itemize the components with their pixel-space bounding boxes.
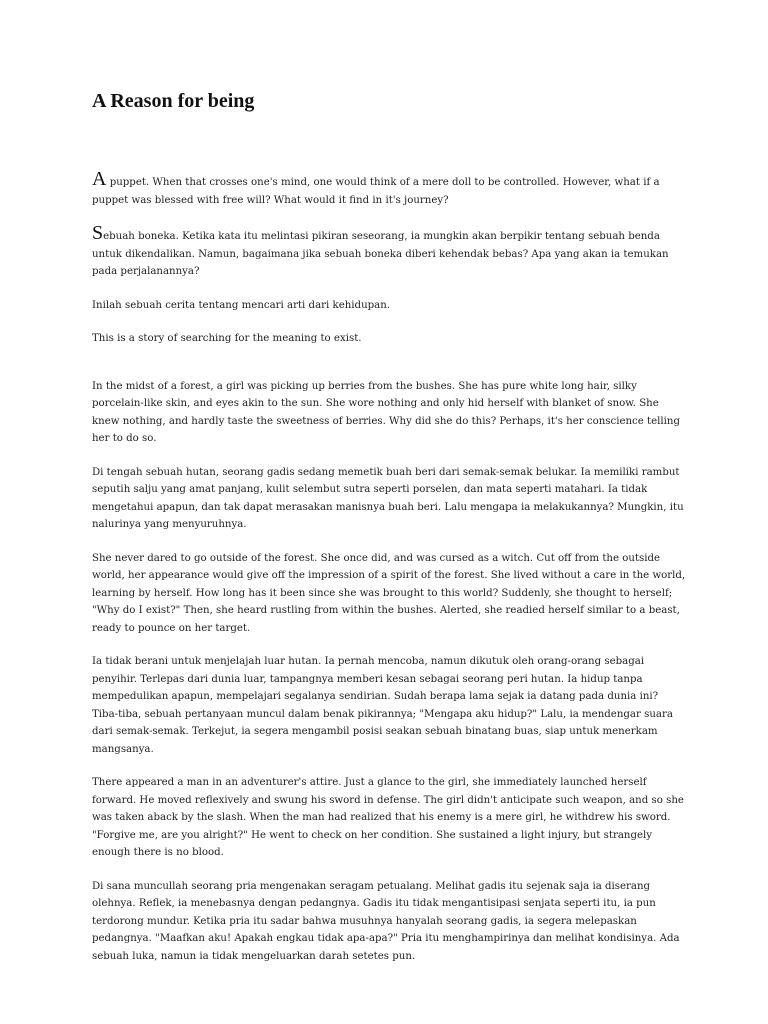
paragraph-text: puppet. When that crosses one's mind, one would think of a mere doll to be controlled. However, what if a puppet was blessed with free will? What would it find in it's journey? bbox=[92, 177, 660, 206]
paragraph-tagline-indonesian: Inilah sebuah cerita tentang mencari arti dari kehidupan. bbox=[92, 299, 391, 311]
paragraph-story: Di tengah sebuah hutan, seorang gadis sedang memetik buah beri dari semak-semak belukar. Ia memiliki rambut seputih salju yang amat panjang, kulit selembut sutra seperti porselen, dan mata seperti matahari. Ia tidak mengetahui apapun, dan tak dapat merasakan manisnya buah beri. Lalu mengapa ia melakukannya? Mungkin, itu nalurinya yang menyuruhnya. bbox=[92, 466, 684, 530]
paragraph-story: Di sana muncullah seorang pria mengenakan seragam petualang. Melihat gadis itu sejenak saja ia diserang olehnya. Reflek, ia menebasnya dengan pedangnya. Gadis itu tidak mengantisipasi senjata seperti itu, ia pun terdorong mundur. Ketika pria itu sadar bahwa musuhnya hanyalah seorang gadis, ia segera melepaskan pedangnya. "Maafkan aku! Apakah engkau tidak apa-apa?" Pria itu menghampirinya dan melihat kondisinya. Ada sebuah luka, namun ia tidak mengeluarkan darah setetes pun. bbox=[92, 880, 680, 962]
paragraph-text: ebuah boneka. Ketika kata itu melintasi pikiran seseorang, ia mungkin akan berpikir tentang sebuah benda untuk dikendalikan. Namun, bagaimana jika sebuah boneka diberi kehendak bebas? Apa yang akan ia temukan pada perjalanannya? bbox=[92, 231, 669, 277]
paragraph-intro-indonesian bbox=[92, 222, 686, 281]
paragraph-story: There appeared a man in an adventurer's attire. Just a glance to the girl, she immediately launched herself forward. He moved reflexively and swung his sword in defense. The girl didn't anticipate such weapon, and so she was taken aback by the slash. When the man had realized that his enemy is a mere girl, he withdrew his sword. "Forgive me, are you alright?" He went to check on her condition. She sustained a light injury, but strangely enough there is no blood. bbox=[92, 777, 684, 858]
drop-cap: S bbox=[92, 222, 104, 244]
drop-cap: A bbox=[92, 168, 107, 190]
paragraph-story: Ia tidak berani untuk menjelajah luar hutan. Ia pernah mencoba, namun dikutuk oleh orang-orang sebagai penyihir. Terlepas dari dunia luar, tampangnya memberi kesan sebagai seorang peri hutan. Ia hidup tanpa mempedulikan apapun, mempelajari segalanya sendirian. Sudah berapa lama sejak ia datang pada dunia ini? Tiba-tiba, sebuah pertanyaan muncul dalam benak pikirannya; "Mengapa aku hidup?" Lalu, ia mendengar suara dari semak-semak. Terkejut, ia segera mengambil posisi seakan sebuah binatang buas, siap untuk menerkam mangsanya. bbox=[92, 656, 673, 755]
paragraph-story: She never dared to go outside of the forest. She once did, and was cursed as a witch. Cut off from the outside world, her appearance would give off the impression of a spirit of the forest. She lived without a care in the world, learning by herself. How long has it been since she was brought to this world? Suddenly, she thought to herself; "Why do I exist?" Then, she heard rustling from within the bushes. Alerted, she readied herself similar to a beast, ready to pounce on her target. bbox=[92, 552, 686, 634]
paragraph-intro-english bbox=[92, 168, 686, 209]
document-body bbox=[92, 168, 686, 981]
document-title: A Reason for being bbox=[92, 90, 255, 112]
paragraph-story: In the midst of a forest, a girl was picking up berries from the bushes. She has pure white long hair, silky porcelain-like skin, and eyes akin to the sun. She wore nothing and only hid herself with blanket of snow. She knew nothing, and hardly taste the sweetness of berries. Why did she do this? Perhaps, it's her conscience telling her to do so. bbox=[92, 380, 681, 444]
paragraph-tagline-english: This is a story of searching for the meaning to exist. bbox=[92, 333, 362, 344]
